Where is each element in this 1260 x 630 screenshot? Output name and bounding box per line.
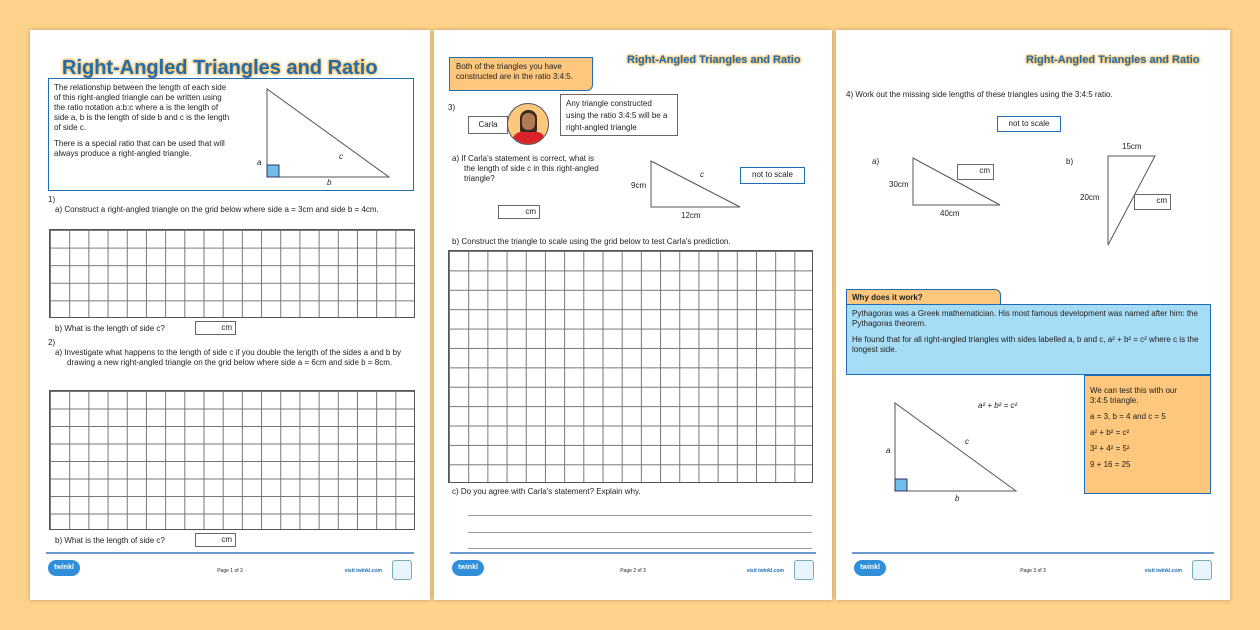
unit: cm [525, 207, 536, 216]
why-text-2: He found that for all right-angled triangles with sides labelled a, b and c, a² + b² = c² where c is the longest side. [852, 335, 1199, 354]
part-b-label: b) [1066, 157, 1074, 166]
intro-text-column [54, 83, 234, 159]
twinkl-logo: twinkl [48, 560, 80, 576]
page-title: Right-Angled Triangles and Ratio [1026, 54, 1200, 66]
test-box [1084, 375, 1211, 494]
footer-divider [46, 552, 414, 554]
q3a-answer-box[interactable] [498, 205, 540, 219]
answer-line[interactable] [468, 532, 812, 533]
q1b-text: b) What is the length of side c? [55, 324, 165, 333]
page-title: Right-Angled Triangles and Ratio [62, 57, 378, 79]
label-a: a [257, 158, 262, 167]
side-15-label: 15cm [1122, 142, 1142, 151]
q1b-answer-box[interactable] [195, 321, 236, 335]
page-1 [30, 30, 430, 600]
q1a-text: a) Construct a right-angled triangle on the grid below where side a = 3cm and side b = 4cm. [55, 205, 379, 214]
test-line: 9 + 16 = 25 [1090, 460, 1131, 469]
part-a-answer-box[interactable] [957, 164, 994, 180]
test-line: We can test this with our 3:4:5 triangle. [1090, 386, 1177, 405]
q3a-text: a) If Carla's statement is correct, what is the length of side c in this right-angled triangle? [452, 154, 599, 183]
triangle-9-12 [646, 158, 746, 210]
why-info-box [846, 304, 1211, 375]
badge-icon [794, 560, 814, 580]
q2-number: 2) [48, 338, 56, 347]
q3c-text: c) Do you agree with Carla's statement? Explain why. [452, 487, 641, 496]
badge-icon [1192, 560, 1212, 580]
carla-avatar [507, 103, 549, 145]
not-to-scale-label: not to scale [740, 167, 805, 184]
intro-box [48, 78, 414, 191]
label-a: a [886, 446, 891, 455]
twinkl-logo: twinkl [452, 560, 484, 576]
label-b: b [955, 494, 960, 503]
test-line: a = 3, b = 4 and c = 5 [1090, 412, 1166, 421]
page-3 [836, 30, 1230, 600]
page-number: Page 1 of 3 [217, 568, 243, 574]
page-title: Right-Angled Triangles and Ratio [627, 54, 801, 66]
part-b-answer-box[interactable] [1134, 194, 1171, 210]
label-c: c [339, 152, 343, 161]
footer-divider [852, 552, 1214, 554]
grid-2[interactable] [49, 390, 415, 530]
unit: cm [1156, 196, 1167, 205]
page-2 [434, 30, 832, 600]
test-line: 3² + 4² = 5² [1090, 444, 1130, 453]
side-20-label: 20cm [1080, 193, 1100, 202]
why-text-1: Pythagoras was a Greek mathematician. His most famous development was named after him: the Pythagoras theorem. [852, 309, 1198, 328]
side-a-label: 9cm [631, 181, 647, 190]
formula: a² + b² = c² [978, 401, 1018, 410]
q2b-text: b) What is the length of side c? [55, 536, 165, 545]
side-c-label: c [700, 170, 704, 179]
q1-number: 1) [48, 195, 56, 204]
intro-text-1: The relationship between the length of each side of this right-angled triangle can be written using the ratio notation a:b:c where a is the length of side a, b is the length of side b and c is the length of side c. [54, 83, 230, 132]
side-b-label: 12cm [681, 211, 701, 220]
unit: cm [221, 535, 232, 544]
label-b: b [327, 178, 332, 187]
why-title: Why does it work? [846, 289, 1001, 305]
not-to-scale-label: not to scale [997, 116, 1061, 132]
q3-number: 3) [448, 103, 456, 112]
twinkl-logo: twinkl [854, 560, 886, 576]
triangle-diagram [259, 85, 399, 185]
speech-bubble: Any triangle constructed using the ratio 3:4:5 will be a right-angled triangle [560, 94, 678, 136]
page-number: Page 2 of 3 [620, 568, 646, 574]
q2a-text: a) Investigate what happens to the length of side c if you double the length of the sides a and b by drawing a new right-angled triangle on the grid below where side a = 6cm and side b = 8cm. [55, 348, 402, 367]
visit-link[interactable]: visit twinkl.com [1144, 568, 1182, 574]
side-30-label: 30cm [889, 180, 909, 189]
pythagoras-triangle [891, 400, 1021, 494]
part-a-label: a) [872, 157, 880, 166]
page-number: Page 3 of 3 [1020, 568, 1046, 574]
test-line: a² + b² = c² [1090, 428, 1130, 437]
visit-link[interactable]: visit twinkl.com [344, 568, 382, 574]
unit: cm [979, 166, 990, 175]
unit: cm [221, 323, 232, 332]
answer-line[interactable] [468, 548, 812, 549]
footer-divider [450, 552, 816, 554]
note-box: Both of the triangles you have constructed are in the ratio 3:4:5. [449, 57, 593, 91]
visit-link[interactable]: visit twinkl.com [746, 568, 784, 574]
name-label: Carla [468, 116, 508, 134]
answer-line[interactable] [468, 515, 812, 516]
side-40-label: 40cm [940, 209, 960, 218]
badge-icon [392, 560, 412, 580]
q4-text: 4) Work out the missing side lengths of these triangles using the 3:4:5 ratio. [846, 90, 1113, 99]
label-c: c [965, 437, 969, 446]
q2b-answer-box[interactable] [195, 533, 236, 547]
grid-1[interactable] [49, 229, 415, 318]
grid-3[interactable] [448, 250, 813, 483]
intro-text-2: There is a special ratio that can be used that will always produce a right-angled triangle. [54, 139, 225, 158]
q3b-text: b) Construct the triangle to scale using the grid below to test Carla's prediction. [452, 237, 731, 246]
